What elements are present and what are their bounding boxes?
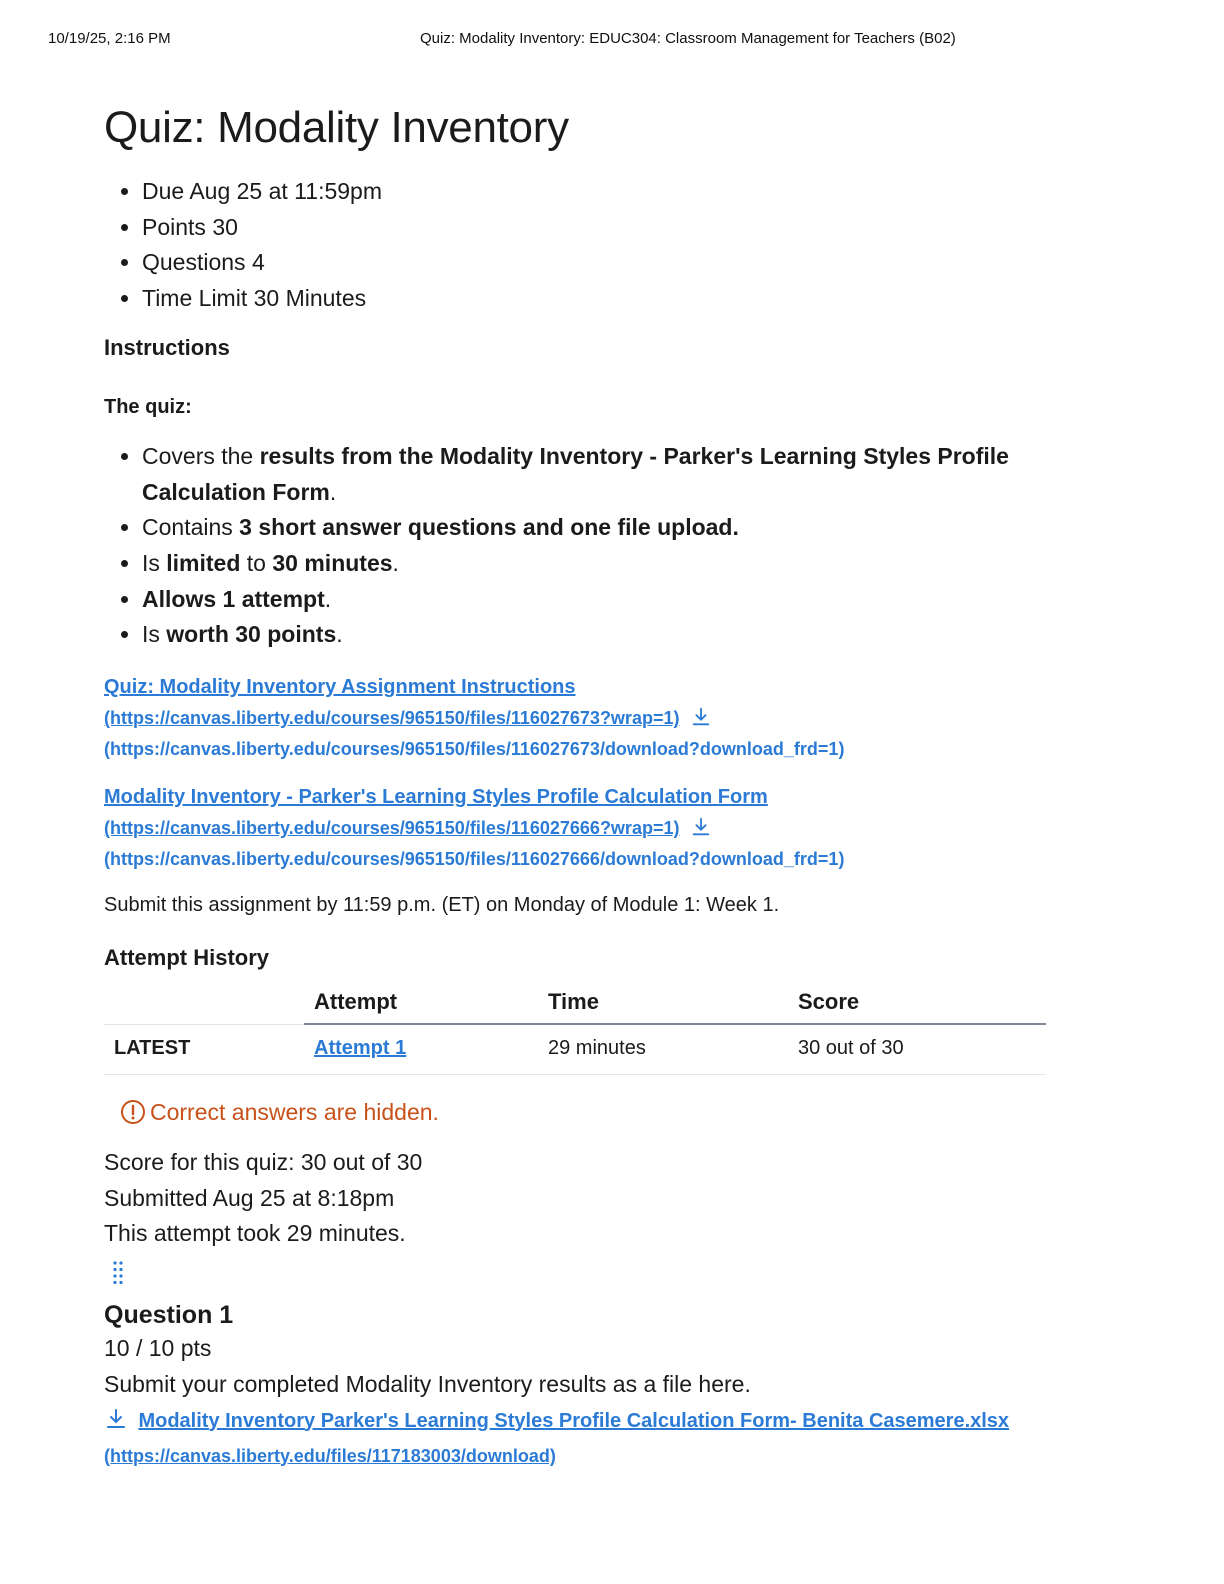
- column-header-attempt: Attempt: [304, 983, 538, 1024]
- download-icon[interactable]: [104, 1407, 128, 1431]
- list-item: • Contains 3 short answer questions and one file upload.: [142, 510, 1054, 546]
- list-item: • Allows 1 attempt.: [142, 582, 1054, 618]
- attempt-time: 29 minutes: [538, 1024, 788, 1075]
- calculation-form-download[interactable]: (https://canvas.liberty.edu/courses/965150/files/116027666/download?download_frd=1): [104, 849, 845, 870]
- instructions-list: [104, 439, 1054, 653]
- drag-handle-icon[interactable]: [108, 1260, 128, 1286]
- table-row: [104, 1024, 1046, 1075]
- list-item: • Covers the results from the Modality Inventory - Parker's Learning Styles Profile Calculation Form.: [142, 439, 1054, 510]
- page-title: Quiz: Modality Inventory: [104, 103, 569, 152]
- download-icon[interactable]: [690, 706, 712, 728]
- answers-hidden-notice: [120, 1097, 1054, 1127]
- main-content: [104, 100, 1054, 1473]
- attempt-score: 30 out of 30: [788, 1024, 1046, 1075]
- assignment-instructions-download[interactable]: (https://canvas.liberty.edu/courses/965150/files/116027673/download?download_frd=1): [104, 739, 845, 760]
- column-header-score: Score: [788, 983, 1046, 1024]
- link-block-instructions: [104, 671, 1054, 765]
- calculation-form-url[interactable]: (https://canvas.liberty.edu/courses/965150/files/116027666?wrap=1): [104, 818, 680, 839]
- instruction-links: [104, 671, 1054, 875]
- download-icon[interactable]: [690, 816, 712, 838]
- submitted-line: Submitted Aug 25 at 8:18pm: [104, 1184, 395, 1211]
- attempt-history-table: [104, 983, 1046, 1075]
- attempt-tag: LATEST: [104, 1024, 304, 1075]
- submit-note: Submit this assignment by 11:59 p.m. (ET) on Monday of Module 1: Week 1.: [104, 894, 780, 917]
- attempt-history-heading: Attempt History: [104, 945, 270, 971]
- column-header-tag: [104, 983, 304, 1024]
- notice-text: Correct answers are hidden.: [150, 1099, 439, 1126]
- column-header-time: Time: [538, 983, 788, 1024]
- question-title: Question 1: [104, 1301, 234, 1330]
- question-text: Submit your completed Modality Inventory results as a file here.: [104, 1370, 751, 1397]
- meta-points: • Points 30: [142, 210, 1054, 246]
- quiz-meta-list: [104, 174, 1054, 317]
- instructions-heading: Instructions: [104, 334, 230, 360]
- question-points: 10 / 10 pts: [104, 1335, 212, 1362]
- attempt-link[interactable]: Attempt 1: [314, 1037, 407, 1060]
- quiz-result: [104, 1145, 1054, 1252]
- duration-line: This attempt took 29 minutes.: [104, 1220, 406, 1247]
- list-item: • Is limited to 30 minutes.: [142, 546, 1054, 582]
- meta-time-limit: • Time Limit 30 Minutes: [142, 281, 1054, 317]
- calculation-form-link[interactable]: Modality Inventory - Parker's Learning Styles Profile Calculation Form: [104, 786, 768, 809]
- link-block-calculation-form: [104, 781, 1054, 875]
- instructions-subheading: The quiz:: [104, 395, 192, 418]
- meta-questions: • Questions 4: [142, 245, 1054, 281]
- assignment-instructions-link[interactable]: Quiz: Modality Inventory Assignment Instructions: [104, 676, 576, 699]
- submitted-file-link[interactable]: Modality Inventory Parker's Learning Styles Profile Calculation Form- Benita Casemere.xlsx: [138, 1409, 1010, 1432]
- meta-due: • Due Aug 25 at 11:59pm: [142, 174, 1054, 210]
- score-line: Score for this quiz: 30 out of 30: [104, 1149, 423, 1176]
- warning-circle-icon: [120, 1099, 146, 1125]
- submitted-file-url[interactable]: (https://canvas.liberty.edu/files/117183003/download): [104, 1445, 556, 1466]
- assignment-instructions-url[interactable]: (https://canvas.liberty.edu/courses/965150/files/116027673?wrap=1): [104, 708, 680, 729]
- list-item: • Is worth 30 points.: [142, 617, 1054, 653]
- print-datetime: 10/19/25, 2:16 PM: [48, 30, 171, 47]
- table-header-row: [104, 983, 1046, 1024]
- print-page-title: Quiz: Modality Inventory: EDUC304: Classroom Management for Teachers (B02): [420, 30, 956, 47]
